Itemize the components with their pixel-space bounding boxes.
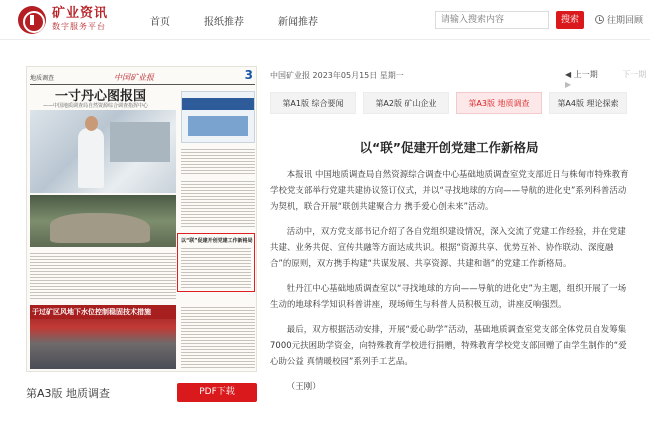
past-issues-label: 往期回顾 <box>607 16 644 26</box>
issue-info: 中国矿业报 2023年05月15日 星期一 <box>270 71 404 80</box>
paper-name: 中国矿业报 <box>114 73 154 82</box>
text-column <box>181 246 251 288</box>
text-column[interactable] <box>30 251 176 301</box>
issue-pager <box>565 69 650 89</box>
tab-a3[interactable]: 第A3版 地质调查 <box>456 92 542 114</box>
nav-item-news-recommend[interactable]: 新闻推荐 <box>278 17 318 28</box>
scientist-figure <box>78 128 104 188</box>
rock-shape <box>50 213 150 243</box>
brand[interactable] <box>52 6 108 33</box>
top-header <box>0 0 650 40</box>
paper-headline[interactable]: 一寸丹心图报国 <box>55 89 147 104</box>
page-edition-label: 第A3版 地质调查 <box>26 387 111 400</box>
lab-shelf-shape <box>110 122 170 162</box>
article-body <box>270 166 630 394</box>
ad-box[interactable] <box>181 91 255 143</box>
text-column[interactable] <box>181 305 255 369</box>
field-photo[interactable] <box>30 195 176 247</box>
article-title: 以“联”促建开创党建工作新格局 <box>359 140 539 155</box>
article-paragraph: 牡丹江中心基础地质调查室以“寻找地球的方向——导航的进化史”为主题，组织开展了一场生动的地球科学知识科普讲座，现场师生与科普人员积极互动，讲座反响强烈。 <box>270 283 627 309</box>
clock-icon <box>595 15 604 24</box>
lab-photo[interactable] <box>30 110 176 193</box>
search-input[interactable] <box>435 11 549 29</box>
past-issues-link[interactable] <box>595 13 643 26</box>
meeting-photo[interactable] <box>30 305 176 369</box>
paper-section: 地质调查 <box>30 75 55 82</box>
text-column[interactable] <box>181 147 255 175</box>
text-column[interactable] <box>181 179 255 229</box>
article-author: （王刚） <box>286 381 321 391</box>
main-nav <box>150 13 352 28</box>
paper-page-number: 3 <box>244 68 253 82</box>
pdf-download-button[interactable]: PDF下载 <box>177 383 257 402</box>
brand-title: 矿业资讯 <box>52 6 109 21</box>
tab-a2[interactable]: 第A2版 矿山企业 <box>363 92 449 114</box>
article-paragraph: 最后，双方根据活动安排，开展“爱心助学”活动，基础地质调查室党支部全体党员自发筹集7000元扶困助学资金，向特殊教育学校进行捐赠，特殊教育学校党支部回赠了由学生制作的“爱心助公益 真情暖校园”系列手工艺品。 <box>270 324 627 366</box>
brand-subtitle: 数字服务平台 <box>52 22 106 31</box>
article-paragraph: 本报讯 中国地质调查局自然资源综合调查中心基础地质调查室党支部近日与株甸市特殊教育学校党支部举行党建共建协议签订仪式，并以“寻找地球的方向——导航的进化史”系列科普活动为契机，联合开展“联创共建聚合力 携手爱心创未来”活动。 <box>270 169 629 211</box>
newspaper-page-image[interactable] <box>26 66 257 372</box>
article-paragraph: 活动中，双方党支部书记介绍了各自党组织建设情况，深入交流了党建工作经验，并在党建共建、业务共促、宣传共融等方面达成共识。根据“资源共享、优势互补、协作联动、深度融合”的原则，双方携手构建“共谋发展、共享资源、共建和谐”的党建工作新格局。 <box>270 226 626 268</box>
highlight-title: 以“联”促建开创党建工作新格局 <box>181 238 253 244</box>
nav-item-paper-recommend[interactable]: 报纸推荐 <box>204 17 244 28</box>
ad-band-secondary <box>188 116 248 136</box>
paper-masthead <box>30 68 255 85</box>
search-button[interactable]: 搜索 <box>556 11 584 29</box>
page-tabs <box>270 92 627 114</box>
meeting-caption: 于过矿区风地下水位控制稳固技术措施 <box>32 308 151 316</box>
next-issue-link[interactable]: 下一期 ▶ <box>565 70 647 89</box>
ad-band <box>182 98 254 110</box>
nav-item-home[interactable]: 首页 <box>150 17 170 28</box>
tab-a1[interactable]: 第A1版 综合要闻 <box>270 92 356 114</box>
highlighted-article-region[interactable] <box>177 233 255 292</box>
prev-issue-link[interactable]: ◀ 上一期 <box>565 70 598 79</box>
paper-subhead: ——中国地质调查局自然资源综合调查指挥中心 <box>43 103 149 109</box>
tab-a4[interactable]: 第A4版 理论探索 <box>549 92 627 114</box>
scientist-head <box>85 116 98 131</box>
platform-logo-icon[interactable] <box>18 6 46 34</box>
